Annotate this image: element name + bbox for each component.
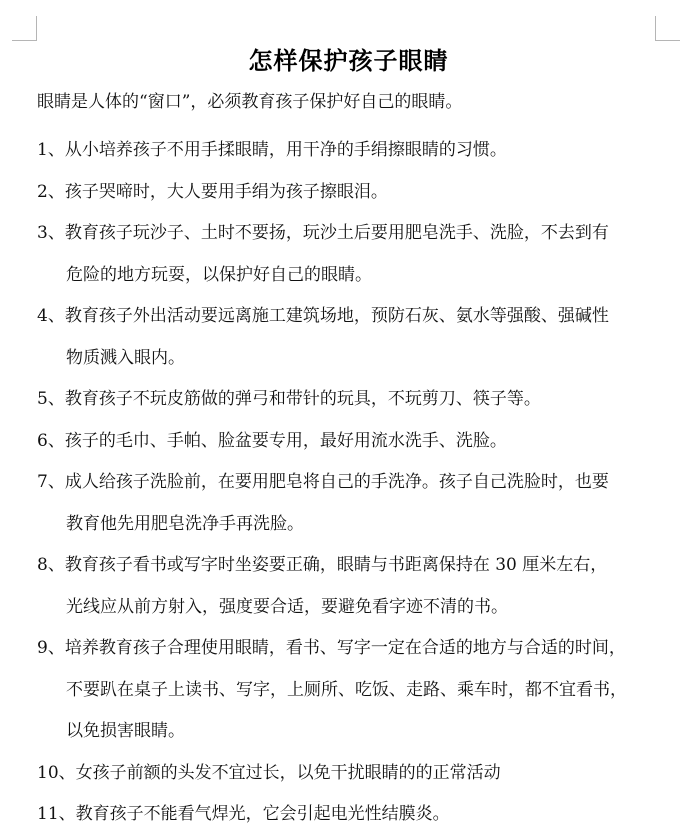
item-line-continued: 危险的地方玩耍，以保护好自己的眼睛。 xyxy=(66,264,372,285)
crop-mark-top-left xyxy=(12,16,37,41)
list-item xyxy=(37,753,667,795)
item-line-continued: 教育他先用肥皂洗净手再洗脸。 xyxy=(66,513,304,534)
intro-paragraph: 眼睛是人体的“窗口”，必须教育孩子保护好自己的眼睛。 xyxy=(37,92,463,112)
item-line-continued: 光线应从前方射入，强度要合适，要避免看字迹不清的书。 xyxy=(66,596,508,617)
tips-list xyxy=(37,130,667,836)
item-line: 1、从小培养孩子不用手揉眼睛，用干净的手绢擦眼睛的习惯。 xyxy=(37,140,507,160)
item-line: 2、孩子哭啼时，大人要用手绢为孩子擦眼泪。 xyxy=(37,181,388,202)
list-item xyxy=(37,379,667,421)
list-item xyxy=(37,130,667,172)
list-item xyxy=(37,421,667,463)
crop-mark-top-right xyxy=(655,16,680,41)
item-line: 5、教育孩子不玩皮筋做的弹弓和带针的玩具，不玩剪刀、筷子等。 xyxy=(37,389,541,409)
item-line: 11、教育孩子不能看气焊光，它会引起电光性结膜炎。 xyxy=(37,804,450,824)
list-item xyxy=(37,628,667,753)
item-line: 4、教育孩子外出活动要远离施工建筑场地，预防石灰、氨水等强酸、强碱性 xyxy=(37,306,609,326)
list-item xyxy=(37,296,667,379)
item-line: 9、培养教育孩子合理使用眼睛，看书、写字一定在合适的地方与合适的时间， xyxy=(37,638,626,658)
item-line: 7、成人给孩子洗脸前，在要用肥皂将自己的手洗净。孩子自己洗脸时，也要 xyxy=(37,472,609,492)
list-item xyxy=(37,462,667,545)
item-line-continued: 不要趴在桌子上读书、写字，上厕所、吃饭、走路、乘车时，都不宜看书， xyxy=(66,679,627,700)
item-line-continued: 以免损害眼睛。 xyxy=(66,721,185,741)
item-line-continued: 物质溅入眼内。 xyxy=(66,347,185,368)
list-item xyxy=(37,213,667,296)
list-item xyxy=(37,545,667,628)
document-title: 怎样保护孩子眼睛 xyxy=(248,47,449,75)
item-line: 10、女孩子前额的头发不宜过长，以免干扰眼睛的的正常活动 xyxy=(37,762,501,783)
list-item xyxy=(37,794,667,836)
item-line: 6、孩子的毛巾、手帕、脸盆要专用，最好用流水洗手、洗脸。 xyxy=(37,430,507,451)
item-line: 8、教育孩子看书或写字时坐姿要正确，眼睛与书距离保持在 30 厘米左右， xyxy=(37,555,608,575)
item-line: 3、教育孩子玩沙子、土时不要扬，玩沙土后要用肥皂洗手、洗脸，不去到有 xyxy=(37,223,609,243)
list-item xyxy=(37,172,667,214)
